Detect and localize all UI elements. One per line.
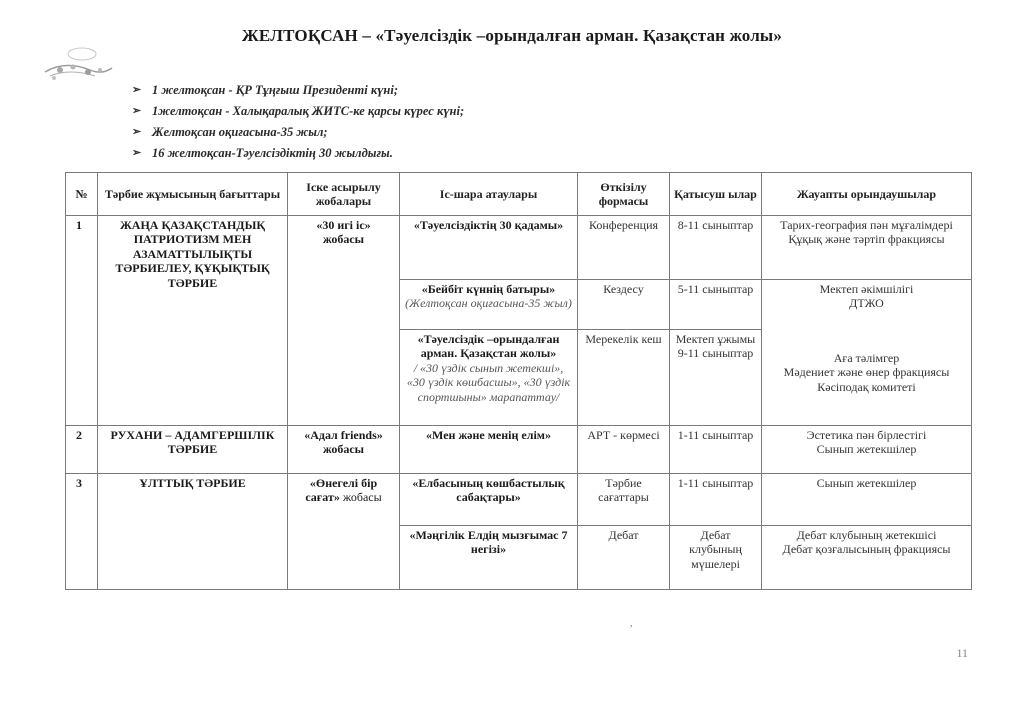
- table-row: [66, 426, 972, 474]
- table-row: [66, 474, 972, 526]
- table-header-row: [66, 173, 972, 216]
- arrow-icon: ➢: [132, 147, 142, 159]
- arrow-icon: ➢: [132, 105, 142, 117]
- event-cell: «Мәңгілік Елдің мызғымас 7 негізі»: [400, 526, 578, 590]
- bullet-item: ➢ 16 желтоқсан-Тәуелсіздіктің 30 жылдығы.: [132, 143, 464, 164]
- header-project: Іске асырылу жобалары: [288, 173, 400, 216]
- format-cell: Конференция: [578, 216, 670, 280]
- page-title: ЖЕЛТОҚСАН – «Тәуелсіздік –орындалған арман. Қазақстан жолы»: [241, 26, 783, 45]
- participants-cell: 1-11 сыныптар: [670, 474, 762, 526]
- row-number: 1: [66, 216, 98, 426]
- header-direction: Тәрбие жұмысының бағыттары: [98, 173, 288, 216]
- format-cell: Мерекелік кеш: [578, 330, 670, 426]
- responsible-cell: Эстетика пән бірлестігі Сынып жетекшілер: [762, 426, 972, 474]
- format-cell: АРТ - көрмесі: [578, 426, 670, 474]
- event-cell: «Тәуелсіздіктің 30 қадамы»: [400, 216, 578, 280]
- header-event: Іс-шара атаулары: [400, 173, 578, 216]
- responsible-cell: Мектеп әкімшілігі ДТЖО Аға тәлімгер Мәдениет және өнер фракциясы Кәсіподақ комитеті: [762, 280, 972, 426]
- event-cell: «Елбасының көшбастылық сабақтары»: [400, 474, 578, 526]
- event-cell: «Бейбіт күннің батыры» (Желтоқсан оқиғасына-35 жыл): [400, 280, 578, 330]
- decorative-floral-logo: [40, 42, 120, 92]
- participants-cell: 8-11 сыныптар: [670, 216, 762, 280]
- format-cell: Тәрбие сағаттары: [578, 474, 670, 526]
- row-direction: ҰЛТТЫҚ ТӘРБИЕ: [98, 474, 288, 590]
- row-direction: РУХАНИ – АДАМГЕРШІЛІК ТӘРБИЕ: [98, 426, 288, 474]
- arrow-icon: ➢: [132, 84, 142, 96]
- row-project: «Адал friends» жобасы: [288, 426, 400, 474]
- stray-mark: ,: [630, 618, 633, 629]
- event-cell: «Тәуелсіздік –орындалған арман. Қазақстан жолы» / «30 үздік сынып жетекші», «30 үздік көшбасшы», «30 үздік спортшыны» марапаттау/: [400, 330, 578, 426]
- bullet-item: ➢ 1желтоқсан - Халықаралық ЖИТС-ке қарсы күрес күні;: [132, 101, 464, 122]
- education-plan-table: [65, 172, 972, 590]
- bullet-item: ➢ 1 желтоқсан - ҚР Тұңғыш Президенті күні;: [132, 80, 464, 101]
- format-cell: Дебат: [578, 526, 670, 590]
- responsible-cell: Сынып жетекшілер: [762, 474, 972, 526]
- bullet-item: ➢ Желтоқсан оқиғасына-35 жыл;: [132, 122, 464, 143]
- header-number: №: [66, 173, 98, 216]
- responsible-cell: Тарих-география пән мұғалімдері Құқық және тәртіп фракциясы: [762, 216, 972, 280]
- participants-cell: Мектеп ұжымы 9-11 сыныптар: [670, 330, 762, 426]
- arrow-icon: ➢: [132, 126, 142, 138]
- header-participants: Қатысуш ылар: [670, 173, 762, 216]
- events-bullet-list: [132, 80, 464, 164]
- responsible-cell: Дебат клубының жетекшісі Дебат қозғалысының фракциясы: [762, 526, 972, 590]
- row-direction: ЖАҢА ҚАЗАҚСТАНДЫҚ ПАТРИОТИЗМ МЕН АЗАМАТТЫЛЫҚТЫ ТӘРБИЕЛЕУ, ҚҰҚЫҚТЫҚ ТӘРБИЕ: [98, 216, 288, 426]
- event-cell: «Мен және менің елім»: [400, 426, 578, 474]
- row-number: 2: [66, 426, 98, 474]
- header-format: Өткізілу формасы: [578, 173, 670, 216]
- row-number: 3: [66, 474, 98, 590]
- row-project: «Өнегелі бір сағат» жобасы: [288, 474, 400, 590]
- header-responsible: Жауапты орындаушылар: [762, 173, 972, 216]
- participants-cell: 1-11 сыныптар: [670, 426, 762, 474]
- row-project: «30 игі іс» жобасы: [288, 216, 400, 426]
- table-row: [66, 216, 972, 280]
- format-cell: Кездесу: [578, 280, 670, 330]
- participants-cell: Дебат клубының мүшелері: [670, 526, 762, 590]
- participants-cell: 5-11 сыныптар: [670, 280, 762, 330]
- page-number: 11: [956, 646, 968, 660]
